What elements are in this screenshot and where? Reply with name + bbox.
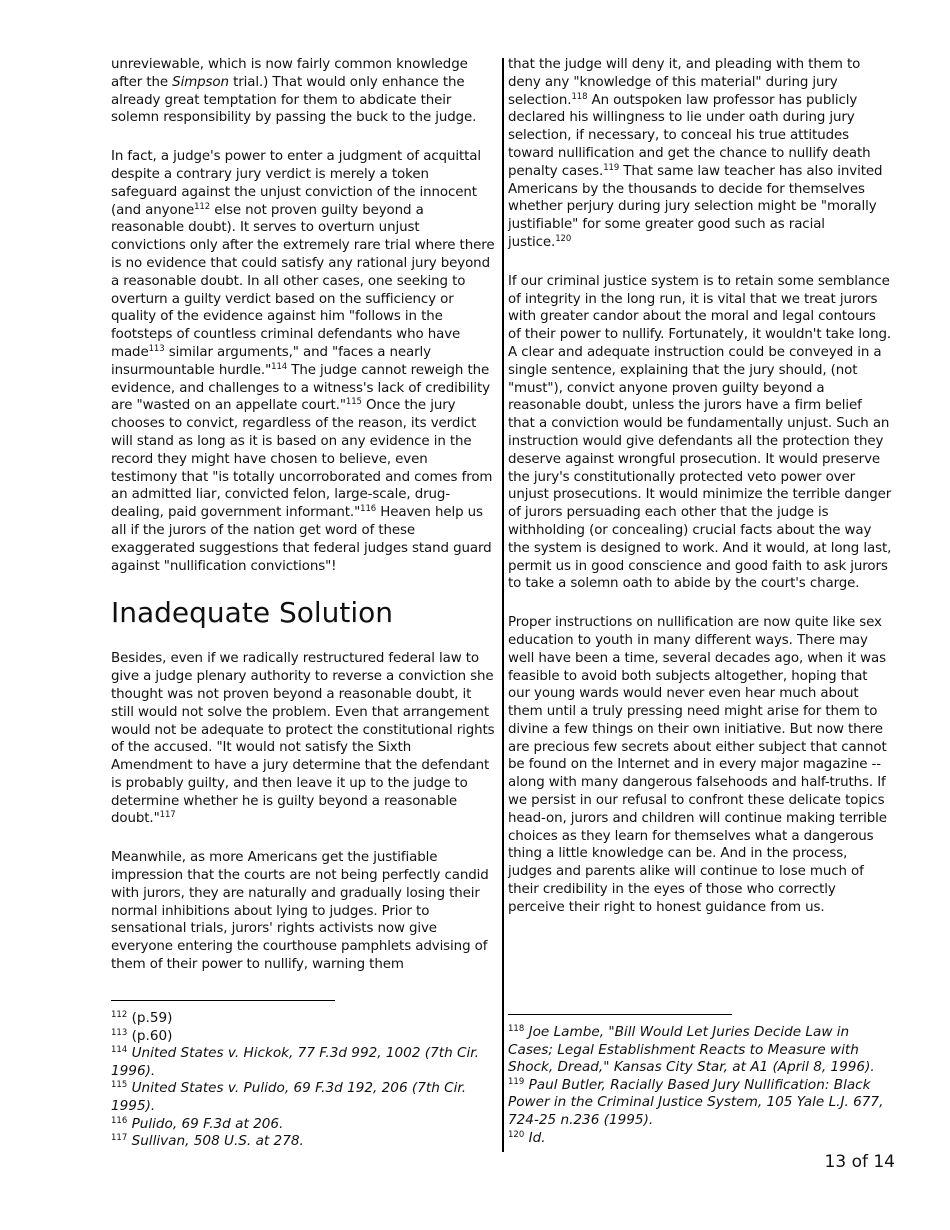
paragraph: In fact, a judge's power to enter a judgment of acquittal despite a contrary jury verdict is merely a token safeguard against the unjust conviction of the innocent (and anyone$^{112}$ else not proven guilty beyond a reasonable doubt). It serves to overturn unjust convictions only after the extremely rare trial where there is no evidence that could satisfy any rational jury beyond a reasonable doubt. In all other cases, one seeking to overturn a guilty verdict based on the sufficiency or quality of the evidence against him "follows in the footsteps of countless criminal defendants who have made$^{113}$ similar arguments," and "faces a nearly insurmountable hurdle."$^{114}$ The judge cannot reweigh the evidence, and challenges to a witness's lack of credibility are "wasted on an appellate court."$^{115}$ Once the jury chooses to convict, regardless of the reason, its verdict will stand as long as it is based on any evidence in the record they might have chosen to believe, even testimony that "is totally uncorroborated and comes from an admitted liar, convicted felon, large-scale, drug-dealing, paid government informant."$^{116}$ Heaven help us all if the jurors of the nation get word of these exaggerated suggestions that federal judges stand guard against "nullification convictions"! — [111, 149, 495, 574]
footnote-ref[interactable]: 118 — [571, 91, 588, 102]
footnote-ref[interactable]: 115 — [345, 397, 362, 408]
footnote-ref[interactable]: 117 — [159, 810, 176, 821]
footnote: $^{119}$ Paul Butler, Racially Based Jury Nullification: Black Power in the Criminal Justice System, 105 Yale L.J. 677, 724-25 n.236 (1995). — [508, 1076, 884, 1128]
section-heading: Inadequate Solution — [111, 596, 394, 630]
paragraph: Besides, even if we radically restructured federal law to give a judge plenary authority to reverse a conviction she thought was not proven beyond a reasonable doubt, it still would not solve the problem. Even that arrangement would not be adequate to protect the constitutional rights of the accused. "It would not satisfy the Sixth Amendment to have a jury determine that the defendant is probably guilty, and then leave it up to the judge to determine whether he is guilty beyond a reasonable doubt."$^{117}$ — [111, 651, 495, 827]
footnote: $^{117}$ Sullivan, 508 U.S. at 278. — [111, 1133, 304, 1150]
footnote-ref[interactable]: 114 — [271, 361, 288, 372]
footnotes-left — [111, 1000, 501, 1151]
paragraph: that the judge will deny it, and pleading with them to deny any "knowledge of this material" during jury selection.$^{118}$ An outspoken law professor has publicly declared his willingness to lie under oath during jury selection, if necessary, to conceal his true attitudes toward nullification and get the chance to nullify death penalty cases.$^{119}$ That same law teacher has also invited Americans by the thousands to decide for themselves whether perjury during jury selection might be "morally justifiable" for some greater good such as racial justice.$^{120}$ — [508, 57, 883, 250]
footnote: $^{112}$ (p.59) — [111, 1010, 173, 1026]
footnote: $^{116}$ Pulido, 69 F.3d at 206. — [111, 1115, 284, 1132]
page-number: 13 of 14 — [824, 1152, 895, 1172]
left-column — [111, 56, 495, 995]
paragraph: Meanwhile, as more Americans get the justifiable impression that the courts are not being perfectly candid with jurors, they are naturally and gradually losing their normal inhibitions about lying to judges. Prior to sensational trials, jurors' rights activists now give everyone entering the courthouse pamphlets advising of them of their power to nullify, warning them — [111, 850, 489, 973]
footnote-separator — [508, 1014, 732, 1015]
paragraph: unreviewable, which is now fairly common knowledge after the Simpson trial.) That would only enhance the already great temptation for them to abdicate their solemn responsibility by passing the buck to the judge. — [111, 57, 477, 126]
footnote-ref[interactable]: 119 — [603, 162, 620, 173]
footnote-ref[interactable]: 116 — [360, 504, 377, 515]
footnote: $^{115}$ United States v. Pulido, 69 F.3d 192, 206 (7th Cir. 1995). — [111, 1080, 467, 1114]
footnote: $^{120}$ Id. — [508, 1129, 546, 1146]
footnote-ref[interactable]: 113 — [148, 343, 165, 354]
footnote-ref[interactable]: 120 — [555, 233, 572, 244]
footnote-ref[interactable]: 112 — [194, 201, 211, 212]
footnote: $^{113}$ (p.60) — [111, 1027, 173, 1044]
footnote: $^{118}$ Joe Lambe, "Bill Would Let Juries Decide Law in Cases; Legal Establishment Reacts to Measure with Shock, Dread," Kansas City Star, at A1 (April 8, 1996). — [508, 1024, 875, 1076]
paragraph: If our criminal justice system is to retain some semblance of integrity in the long run, it is vital that we treat jurors with greater candor about the moral and legal contours of their power to nullify. Fortunately, it wouldn't take long. A clear and adequate instruction could be conveyed in a single sentence, explaining that the jury should, (not "must"), convict anyone proven guilty beyond a reasonable doubt, unless the jurors have a firm belief that a conviction would be fundamentally unjust. Such an instruction would give defendants all the protection they deserve against wrongful prosecution. It would preserve the jury's constitutionally protected veto power over unjust prosecutions. It would minimize the terrible danger of jurors persuading each other that the judge is withholding (or concealing) crucial facts about the way the system is designed to work. And it would, at long last, permit us in good conscience and good faith to ask jurors to take a solemn oath to abide by the court's charge. — [508, 273, 892, 592]
footnote-separator — [111, 1000, 335, 1001]
footnote: $^{114}$ United States v. Hickok, 77 F.3d 992, 1002 (7th Cir. 1996). — [111, 1045, 479, 1079]
right-column — [508, 56, 892, 938]
footnotes-right — [508, 1014, 898, 1147]
case-name: Simpson — [172, 74, 229, 90]
column-divider — [502, 58, 504, 1152]
paragraph: Proper instructions on nullification are now quite like sex education to youth in many different ways. There may well have been a time, several decades ago, when it was feasible to avoid both subjects altogether, hoping that our young wards would never even hear much about them until a truly pressing need might arise for them to divine a few things on their own initiative. But now there are precious few secrets about either subject that cannot be found on the Internet and in every major magazine -- along with many dangerous falsehoods and half-truths. If we persist in our refusal to confront these delicate topics head-on, jurors and children will continue making terrible choices as they learn for themselves what a dangerous thing a little knowledge can be. And in the process, judges and parents alike will continue to lose much of their credibility in the eyes of those who correctly perceive their right to honest guidance from us. — [508, 615, 887, 915]
